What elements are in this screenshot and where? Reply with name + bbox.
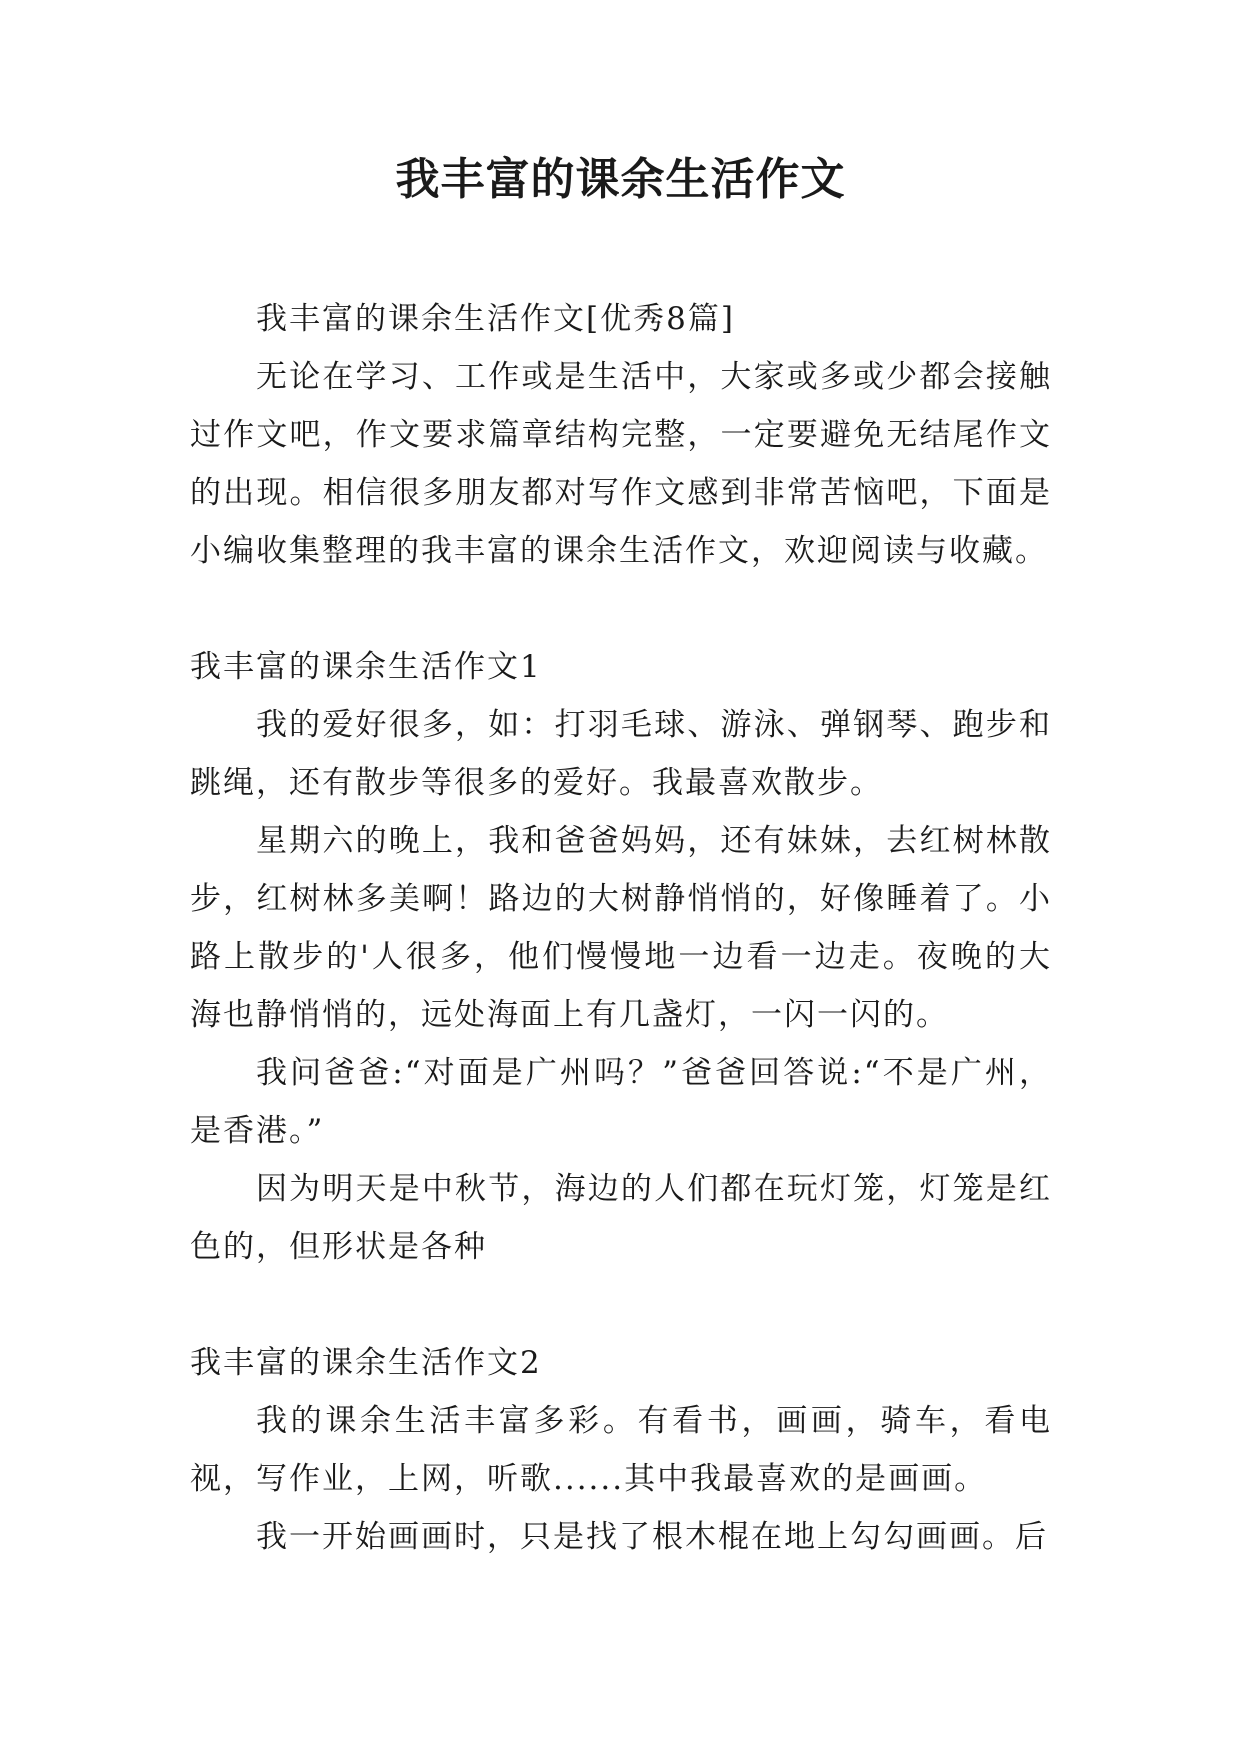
essay2-paragraph-1: 我的课余生活丰富多彩。有看书，画画，骑车，看电视，写作业，上网，听歌......其中我最喜欢的是画画。 (190, 1403, 1052, 1497)
essay1-paragraph-4: 因为明天是中秋节，海边的人们都在玩灯笼，灯笼是红色的，但形状是各种 (190, 1171, 1052, 1265)
essay1-paragraph-3: 我问爸爸:“对面是广州吗？”爸爸回答说:“不是广州，是香港。” (190, 1055, 1052, 1149)
subtitle: 我丰富的课余生活作文[优秀8篇] (256, 301, 735, 337)
essay1-heading: 我丰富的课余生活作文1 (190, 649, 542, 685)
essay1-paragraph-2: 星期六的晚上，我和爸爸妈妈，还有妹妹，去红树林散步，红树林多美啊！路边的大树静悄悄的，好像睡着了。小路上散步的'人很多，他们慢慢地一边看一边走。夜晚的大海也静悄悄的，远处海面上有几盏灯，一闪一闪的。 (190, 823, 1052, 1033)
essay2-paragraph-2: 我一开始画画时，只是找了根木棍在地上勾勾画画。后 (256, 1519, 1048, 1555)
essay2-heading: 我丰富的课余生活作文2 (190, 1345, 542, 1381)
essay1-paragraph-1: 我的爱好很多，如：打羽毛球、游泳、弹钢琴、跑步和跳绳，还有散步等很多的爱好。我最喜欢散步。 (190, 707, 1052, 801)
document-title: 我丰富的课余生活作文 (395, 154, 846, 205)
document-body (190, 290, 1052, 1566)
intro-paragraph: 无论在学习、工作或是生活中，大家或多或少都会接触过作文吧，作文要求篇章结构完整，一定要避免无结尾作文的出现。相信很多朋友都对写作文感到非常苦恼吧，下面是小编收集整理的我丰富的课余生活作文，欢迎阅读与收藏。 (190, 359, 1052, 569)
